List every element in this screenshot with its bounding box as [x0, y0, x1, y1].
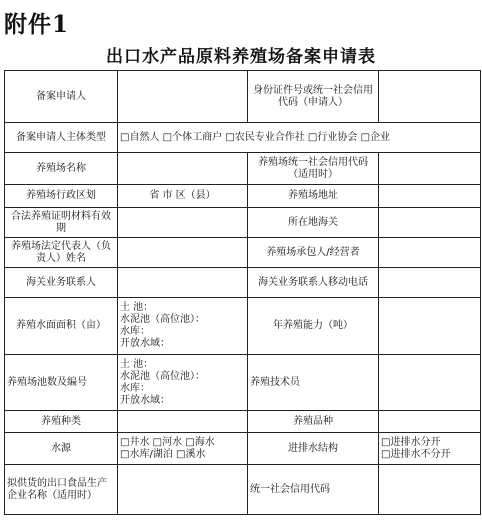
- row-water-area: [5, 298, 481, 355]
- form-title: 出口水产品原料养殖场备案申请表: [106, 47, 376, 67]
- label-applicant-type: 备案申请人主体类型: [5, 123, 118, 153]
- label-customs-office: 所在地海关: [248, 208, 379, 238]
- field-farm-address[interactable]: [379, 185, 481, 208]
- label-contractor: 养殖场承包人/经营者: [248, 238, 379, 268]
- field-variety[interactable]: [379, 411, 481, 433]
- label-annual-capacity: 年养殖能力（吨）: [248, 298, 379, 355]
- pond-type-reservoir: 水库：: [120, 382, 150, 394]
- option-enterprise[interactable]: □企业: [360, 131, 391, 143]
- pond-type-earth: 土 池：: [120, 358, 154, 370]
- field-applicant-id[interactable]: [379, 71, 481, 123]
- field-contact-phone[interactable]: [379, 268, 481, 298]
- field-contractor[interactable]: [379, 238, 481, 268]
- label-water-area: 养殖水面面积（亩）: [5, 298, 118, 355]
- row-applicant: [5, 71, 481, 123]
- row-legal-representative: [5, 238, 481, 268]
- label-farm-name: 养殖场名称: [5, 153, 118, 185]
- row-applicant-type: [5, 123, 481, 153]
- pond-type-cement: 水泥池（高位池）：: [120, 314, 205, 325]
- field-admin-division[interactable]: 省 市 区（县）: [118, 185, 248, 208]
- label-legal-representative: 养殖场法定代表人（负责人）姓名: [5, 238, 118, 268]
- option-individual-business[interactable]: □个体工商户: [162, 131, 223, 143]
- water-source-line-2: □水库/湖泊 □溪水: [120, 448, 206, 460]
- row-customs-contact: [5, 268, 481, 298]
- field-enterprise-credit-code[interactable]: [379, 465, 481, 515]
- row-farm-name: [5, 153, 481, 185]
- row-admin-division: [5, 185, 481, 208]
- label-farm-credit-code: 养殖场统一社会信用代码（适用时）: [248, 153, 379, 185]
- option-cooperative[interactable]: □农民专业合作社: [225, 131, 305, 143]
- inlet-outlet-options[interactable]: [379, 433, 481, 465]
- field-farm-credit-code[interactable]: [379, 153, 481, 185]
- field-technician[interactable]: [379, 355, 481, 411]
- attachment-number: 附件1: [4, 11, 70, 38]
- option-industry-association[interactable]: □行业协会: [307, 131, 358, 143]
- label-contact-phone: 海关业务联系人移动电话: [248, 268, 379, 298]
- water-source-line-1: □井水 □河水 □海水: [120, 436, 215, 448]
- pond-type-open-water: 开放水域：: [120, 338, 170, 349]
- option-separated: □进排水分开: [381, 436, 441, 448]
- pond-count-types[interactable]: [118, 355, 248, 411]
- field-applicant[interactable]: [118, 71, 248, 123]
- label-supplier-enterprise: 拟供货的出口食品生产企业名称（适用时）: [5, 465, 118, 515]
- field-legal-representative[interactable]: [118, 238, 248, 268]
- label-variety: 养殖品种: [248, 411, 379, 433]
- row-license-validity: [5, 208, 481, 238]
- application-form-table: [4, 70, 481, 515]
- row-pond-count: [5, 355, 481, 411]
- label-customs-contact: 海关业务联系人: [5, 268, 118, 298]
- water-source-options[interactable]: [118, 433, 248, 465]
- label-applicant-id: 身份证件号或统一社会信用代码（申请人）: [248, 71, 379, 123]
- field-supplier-enterprise[interactable]: [118, 465, 248, 515]
- label-license-validity: 合法养殖证明材料有效期: [5, 208, 118, 238]
- option-natural-person[interactable]: □自然人: [120, 131, 160, 143]
- pond-type-earth: 土 池：: [120, 302, 154, 313]
- field-customs-contact[interactable]: [118, 268, 248, 298]
- pond-type-reservoir: 水库：: [120, 326, 150, 337]
- pond-type-open-water: 开放水域：: [120, 394, 170, 406]
- label-farm-address: 养殖场地址: [248, 185, 379, 208]
- field-license-validity[interactable]: [118, 208, 248, 238]
- applicant-type-options: [118, 123, 481, 153]
- label-applicant: 备案申请人: [5, 71, 118, 123]
- label-enterprise-credit-code: 统一社会信用代码: [248, 465, 379, 515]
- row-supplier-enterprise: [5, 465, 481, 515]
- field-farm-name[interactable]: [118, 153, 248, 185]
- pond-type-cement: 水泥池（高位池）：: [120, 370, 205, 382]
- field-customs-office[interactable]: [379, 208, 481, 238]
- water-area-pond-types[interactable]: [118, 298, 248, 355]
- label-technician: 养殖技术员: [248, 355, 379, 411]
- option-not-separated: □进排水不分开: [381, 448, 451, 460]
- field-species[interactable]: [118, 411, 248, 433]
- row-water-source: [5, 433, 481, 465]
- label-species: 养殖种类: [5, 411, 118, 433]
- field-annual-capacity[interactable]: [379, 298, 481, 355]
- row-species: [5, 411, 481, 433]
- label-admin-division: 养殖场行政区划: [5, 185, 118, 208]
- label-pond-count: 养殖场池数及编号: [5, 355, 118, 411]
- label-water-source: 水源: [5, 433, 118, 465]
- label-inlet-outlet: 进排水结构: [248, 433, 379, 465]
